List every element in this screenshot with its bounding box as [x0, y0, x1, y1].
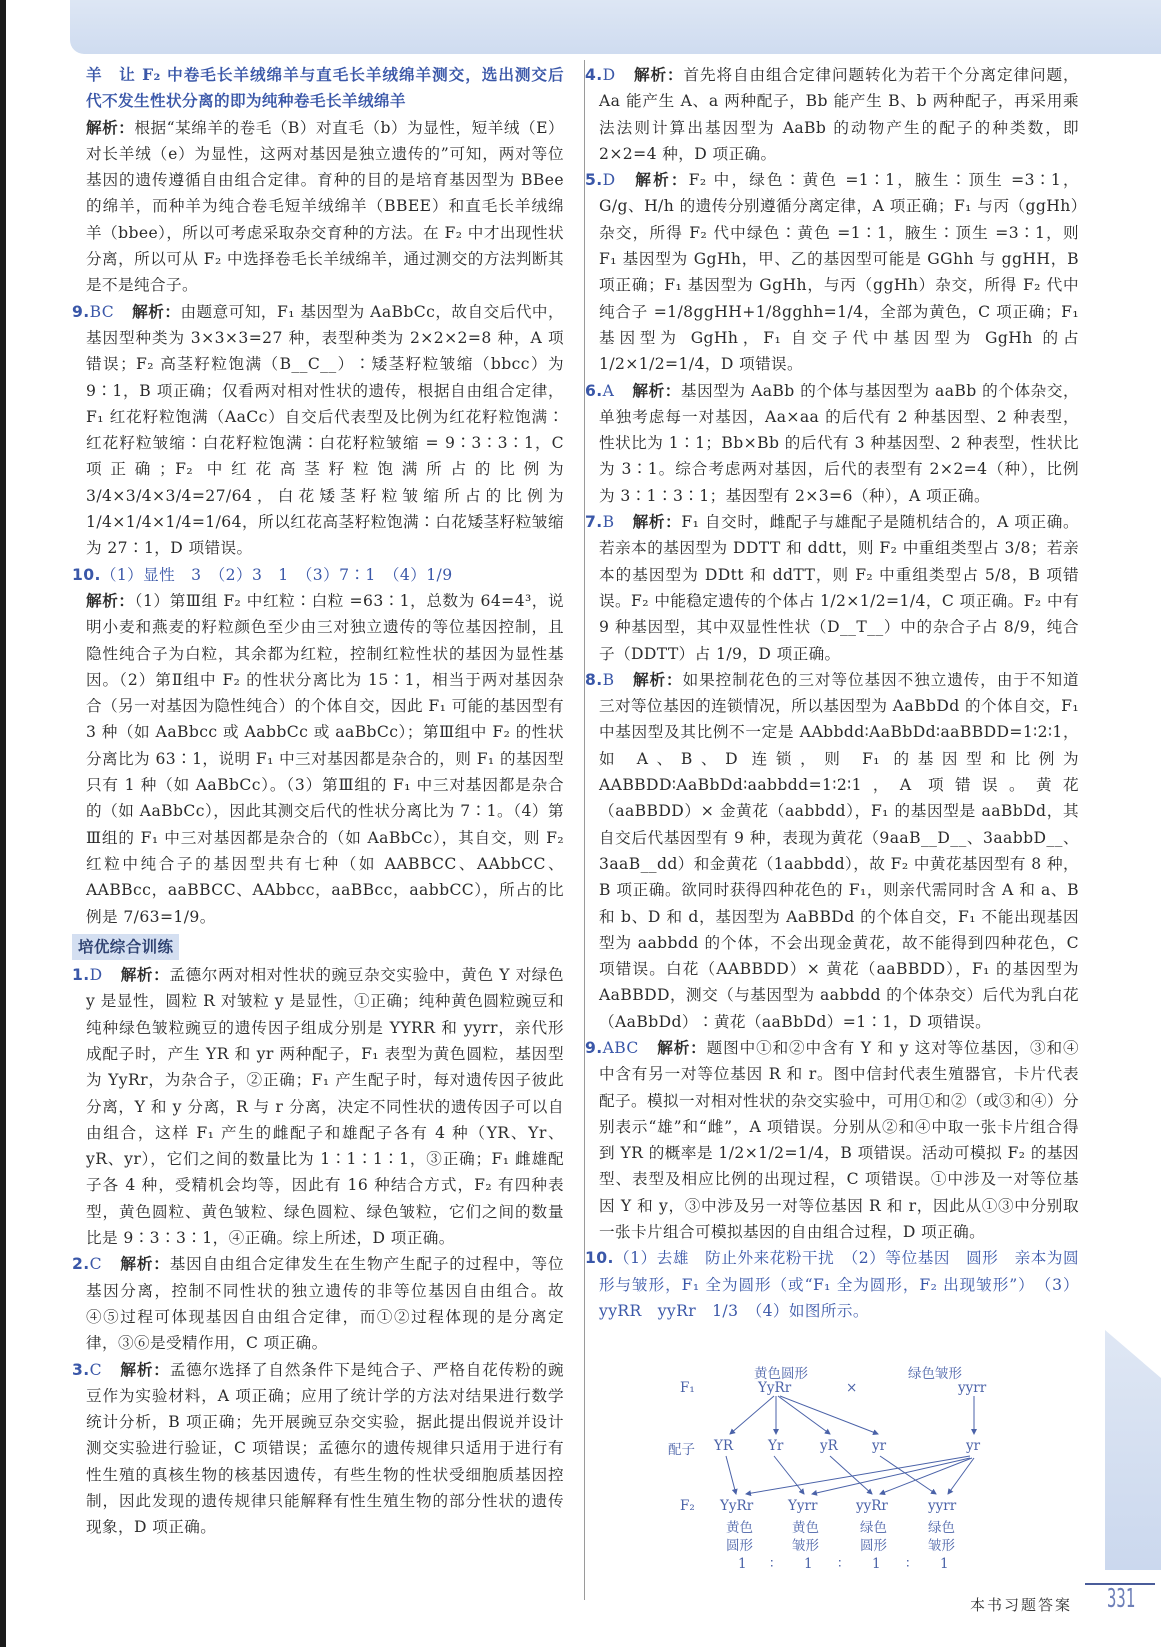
- q10-answer: 10.（1）显性 3 （2）3 1 （3）7∶1 （4）1/9: [72, 565, 453, 584]
- offspring-phenotype: 绿色: [928, 1520, 955, 1536]
- offspring-phenotype: 皱形: [928, 1538, 955, 1554]
- gamete-p2-yr: yr: [966, 1438, 981, 1454]
- offspring-genotype: Yyrr: [788, 1498, 818, 1514]
- offspring-ratio: 1: [804, 1556, 813, 1572]
- offspring-ratio: 1: [940, 1556, 949, 1572]
- parent1-genotype: YyRr: [758, 1380, 792, 1396]
- s3-item: 3.C 解析：孟德尔选择了自然条件下是纯合子、严格自花传粉的豌豆作为实验材料，A 项正确；应用了统计学的方法对结果进行数学统计分析，B 项正确；先开展豌豆杂交实验，据此提出假说并设计测交实验进行验证，C 项错误；孟德尔的遗传规律只适用于进行有性生殖的真核生物的核基因遗传，有些生物的性状受细胞质基因控制，因此发现的遗传规律只能解释有性生殖生物的部分性状的遗传现象，D 项正确。: [72, 1360, 564, 1537]
- offspring-phenotype: 圆形: [726, 1538, 753, 1554]
- s7-item: 7.B 解析：F₁ 自交时，雌配子与雄配子是随机结合的，A 项正确。若亲本的基因型为 DDTT 和 ddtt，则 F₂ 中重组类型占 3/8；若亲本的基因型为 DDtt 和 ddTT，则 F₂ 中重组类型占 5/8，B 项错误。F₂ 中能稳定遗传的个体占 1/2×1/2=1/4，C 项正确。F₂ 中有 9 种基因型，其中双显性性状（D__T__）中的杂合子占 8/9，纯合子（DDTT）占 1/9，D 项正确。: [585, 513, 1080, 663]
- f1-row-label: F₁: [680, 1380, 695, 1396]
- s6-item: 6.A 解析：基因型为 AaBb 的个体与基因型为 aaBb 的个体杂交，单独考虑每一对基因，Aa×aa 的后代有 2 种基因型、2 种表型，性状比为 1∶1；Bb×Bb 的后代有 3 种基因型、2 种表型，性状比为 3∶1。综合考虑两对基因，后代的表型有 2×2=4（种），比例为 3∶1∶3∶1；基因型有 2×3=6（种），A 项正确。: [585, 381, 1079, 505]
- offspring-phenotype: 圆形: [860, 1538, 887, 1554]
- q8-answer-tail: 羊 让 F₂ 中卷毛长羊绒绵羊与直毛长羊绒绵羊测交，选出测交后代不发生性状分离的即为纯种卷毛长羊绒绵羊: [86, 65, 564, 111]
- s10-answer: 10.（1）去雄 防止外来花粉干扰 （2）等位基因 圆形 亲本为圆形与皱形，F₁ 全为圆形（或“F₁ 全为圆形，F₂ 出现皱形”） （3）yyRR yyRr 1/3 （4）如图所示。: [585, 1249, 1079, 1320]
- gamete-yr: yr: [872, 1438, 887, 1454]
- q10-analysis: 解析：（1）第Ⅲ组 F₂ 中红粒∶白粒 =63∶1，总数为 64=4³，说明小麦和燕麦的籽粒颜色至少由三对独立遗传的等位基因控制，且隐性纯合子为白粒，其余都为红粒，控制红粒性状的基因为显性基因。（2）第Ⅱ组中 F₂ 的性状分离比为 15∶1，相当于两对基因杂合（另一对基因为隐性纯合）的个体自交，因此 F₁ 可能的基因型有 3 种（如 AaBbcc 或 AabbCc 或 aaBbCc）；第Ⅲ组中 F₂ 的性状分离比为 63∶1，说明 F₁ 中三对基因都是杂合的，则 F₁ 的基因型只有 1 种（如 AaBbCc）。（3）第Ⅲ组的 F₁ 中三对基因都是杂合的（如 AaBbCc），因此其测交后代的性状分离比为 7∶1。（4）第Ⅲ组的 F₁ 中三对基因都是杂合的（如 AaBbCc），其自交，则 F₂ 红粒中纯合子的基因型共有七种（如 AABBCC、AAbbCC、AABBcc，aaBBCC、AAbbcc，aaBBcc，aabbCC），所占的比例是 7/63=1/9。: [86, 591, 564, 926]
- offspring-phenotype: 皱形: [792, 1538, 819, 1554]
- offspring-ratio: 1: [872, 1556, 881, 1572]
- offspring-ratio: 1: [738, 1556, 747, 1572]
- s8-item: 8.B 解析：如果控制花色的三对等位基因不独立遗传，由于不知道三对等位基因的连锁情况，所以基因型为 AaBbDd 的个体自交，F₁ 中基因型及其比例不一定是 AAbbdd∶AaBbDd∶aaBBDD=1∶2∶1，如 A、B、D 连锁，则 F₁ 的基因型和比例为 AABBDD∶AaBbDd∶aabbdd=1∶2∶1，A 项错误。黄花（aaBBDD）× 金黄花（aabbdd），F₁ 的基因型是 aaBbDd，其自交后代基因型有 9 种，表现为黄花（9aaB__D__、3aabbD__、3aaB__dd）和金黄花（1aabbdd），故 F₂ 中黄花基因型有 8 种，B 项正确。欲同时获得四种花色的 F₁，则亲代需同时含 A 和 a、B 和 b、D 和 d，基因型为 AaBBDd 的个体自交，F₁ 不能出现基因型为 aabbdd 的个体，不会出现金黄花，故不能得到四种花色，C 项错误。白花（AABBDD）× 黄花（aaBBDD），F₁ 的基因型为 AaBBDD，测交（与基因型为 aabbdd 的个体杂交）后代为乳白花（AaBbDd）∶黄花（aaBbDd）=1∶1，D 项错误。: [585, 670, 1079, 1031]
- s4-item: 4.D 解析：首先将自由组合定律问题转化为若干个分离定律问题，Aa 能产生 A、a 两种配子，Bb 能产生 B、b 两种配子，再采用乘法法则计算出基因型为 AaBb 的动物产生的配子的种类数，即 2×2=4 种，D 项正确。: [585, 66, 1079, 163]
- gamete-row-label: 配子: [668, 1442, 695, 1458]
- ratio-separator: ∶: [838, 1556, 842, 1572]
- offspring-genotype: yyrr: [928, 1498, 957, 1514]
- f2-row-label: F₂: [680, 1498, 695, 1514]
- page-edge: [0, 0, 6, 1647]
- ratio-separator: ∶: [770, 1556, 774, 1572]
- s9-item: 9.ABC 解析：题图中①和②中含有 Y 和 y 这对等位基因，③和④中含有另一对等位基因 R 和 r。图中信封代表生殖器官，卡片代表配子。模拟一对相对性状的杂交实验中，可用①和②（或③和④）分别表示“雄”和“雌”，A 项错误。分别从②和④中取一张卡片组合得到 YR 的概率是 1/2×1/2=1/4，B 项错误。活动可模拟 F₂ 的基因型、表型及相应比例的出现过程，C 项错误。①中涉及一对等位基因 Y 和 y，③中涉及另一对等位基因 R 和 r，因此从①③中分别取一张卡片组合可模拟基因的自由组合过程，D 项正确。: [585, 1038, 1079, 1242]
- header-band: [70, 0, 1161, 54]
- offspring-genotype: YyRr: [720, 1498, 754, 1514]
- page-number: 331: [1107, 1584, 1136, 1614]
- cross-symbol: ×: [846, 1380, 858, 1396]
- parent2-genotype: yyrr: [958, 1380, 987, 1396]
- q8-analysis: 解析：根据“某绵羊的卷毛（B）对直毛（b）为显性，短羊绒（E）对长羊绒（e）为显性，这两对基因是独立遗传的”可知，两对等位基因的遗传遵循自由组合定律。育种的目的是培育基因型为 BBee 的绵羊，而种羊为纯合卷毛短羊绒绵羊（BBEE）和直毛长羊绒绵羊（bbee），所以可考虑采取杂交育种的方法。在 F₂ 中才出现性状分离，所以可从 F₂ 中选择卷毛长羊绒绵羊，通过测交的方法判断其是不是纯合子。: [86, 118, 564, 295]
- gamete-yR: yR: [820, 1438, 838, 1454]
- s5-item: 5.D 解析：F₂ 中，绿色∶黄色 =1∶1，腋生∶顶生 =3∶1，G/g、H/h 的遗传分别遵循分离定律，A 项正确；F₁ 与丙（ggHh）杂交，所得 F₂ 代中绿色∶黄色 =1∶1，腋生∶顶生 =3∶1，则 F₁ 基因型为 GgHh，甲、乙的基因型可能是 GGhh 与 ggHH，B 项正确；F₁ 基因型为 GgHh，与丙（ggHh）杂交，所得 F₂ 代中纯合子 =1/8ggHH+1/8gghh=1/4，全部为黄色，C 项正确；F₁ 基因型为 GgHh，F₁ 自交子代中基因型为 GgHh 的占 1/2×1/2=1/4，D 项错误。: [585, 171, 1080, 374]
- offspring-phenotype: 绿色: [860, 1520, 887, 1536]
- parent1-phenotype: 黄色圆形: [754, 1366, 808, 1382]
- section-title: 培优综合训练: [72, 934, 179, 960]
- left-column: [72, 62, 565, 1541]
- parent2-phenotype: 绿色皱形: [908, 1366, 962, 1382]
- column-divider: [584, 60, 585, 1600]
- s2-item: 2.C 解析：基因自由组合定律发生在生物产生配子的过程中，等位基因分离，控制不同性状的独立遗传的非等位基因自由组合。故④⑤过程可体现基因自由组合定律，而①②过程体现的是分离定律，③⑥是受精作用，C 项正确。: [72, 1255, 564, 1353]
- s1-item: 1.D 解析：孟德尔两对相对性状的豌豆杂交实验中，黄色 Y 对绿色 y 是显性，圆粒 R 对皱粒 y 是显性，①正确；纯种黄色圆粒豌豆和纯种绿色皱粒豌豆的遗传因子组成分别是 YYRR 和 yyrr，亲代形成配子时，产生 YR 和 yr 两种配子，F₁ 表型为黄色圆粒，基因型为 YyRr，为杂合子，②正确；F₁ 产生配子时，每对遗传因子彼此分离，Y 和 y 分离，R 与 r 分离，决定不同性状的遗传因子可以自由组合，这样 F₁ 产生的雌配子和雄配子各有 4 种（YR、Yr、yR、yr），它们之间的数量比为 1∶1∶1∶1，③正确；F₁ 雌雄配子各 4 种，受精机会均等，因此有 16 种结合方式，F₂ 有四种表型，黄色圆粒、黄色皱粒、绿色圆粒、绿色皱粒，它们之间的数量比是 9∶3∶3∶1，④正确。综上所述，D 项正确。: [72, 966, 565, 1248]
- side-tab: [1105, 1330, 1161, 1570]
- q9-item: 9.BC 解析：由题意可知，F₁ 基因型为 AaBbCc，故自交后代中，基因型种类为 3×3×3=27 种，表型种类为 2×2×2=8 种，A 项错误；F₂ 高茎籽粒饱满（B__C__）∶矮茎籽粒皱缩（bbcc）为 9∶1，B 项正确；仅看两对相对性状的遗传，根据自由组合定律，F₁ 红花籽粒饱满（AaCc）自交后代表型及比例为红花籽粒饱满∶红花籽粒皱缩∶白花籽粒饱满∶白花籽粒皱缩 = 9∶3∶3∶1，C 项正确；F₂ 中红花高茎籽粒饱满所占的比例为 3/4×3/4×3/4=27/64，白花矮茎籽粒皱缩所占的比例为 1/4×1/4×1/4=1/64，所以红花高茎籽粒饱满∶白花矮茎籽粒皱缩为 27∶1，D 项错误。: [72, 302, 564, 558]
- offspring-phenotype: 黄色: [726, 1520, 753, 1536]
- gamete-Yr: Yr: [768, 1438, 784, 1454]
- gamete-YR: YR: [714, 1438, 734, 1454]
- right-column: [585, 62, 1080, 1324]
- offspring-genotype: yyRr: [856, 1498, 888, 1514]
- ratio-separator: ∶: [906, 1556, 910, 1572]
- genetic-cross-diagram: [668, 1366, 1010, 1606]
- offspring-phenotype: 黄色: [792, 1520, 819, 1536]
- footer-label: 本书习题答案: [970, 1596, 1073, 1614]
